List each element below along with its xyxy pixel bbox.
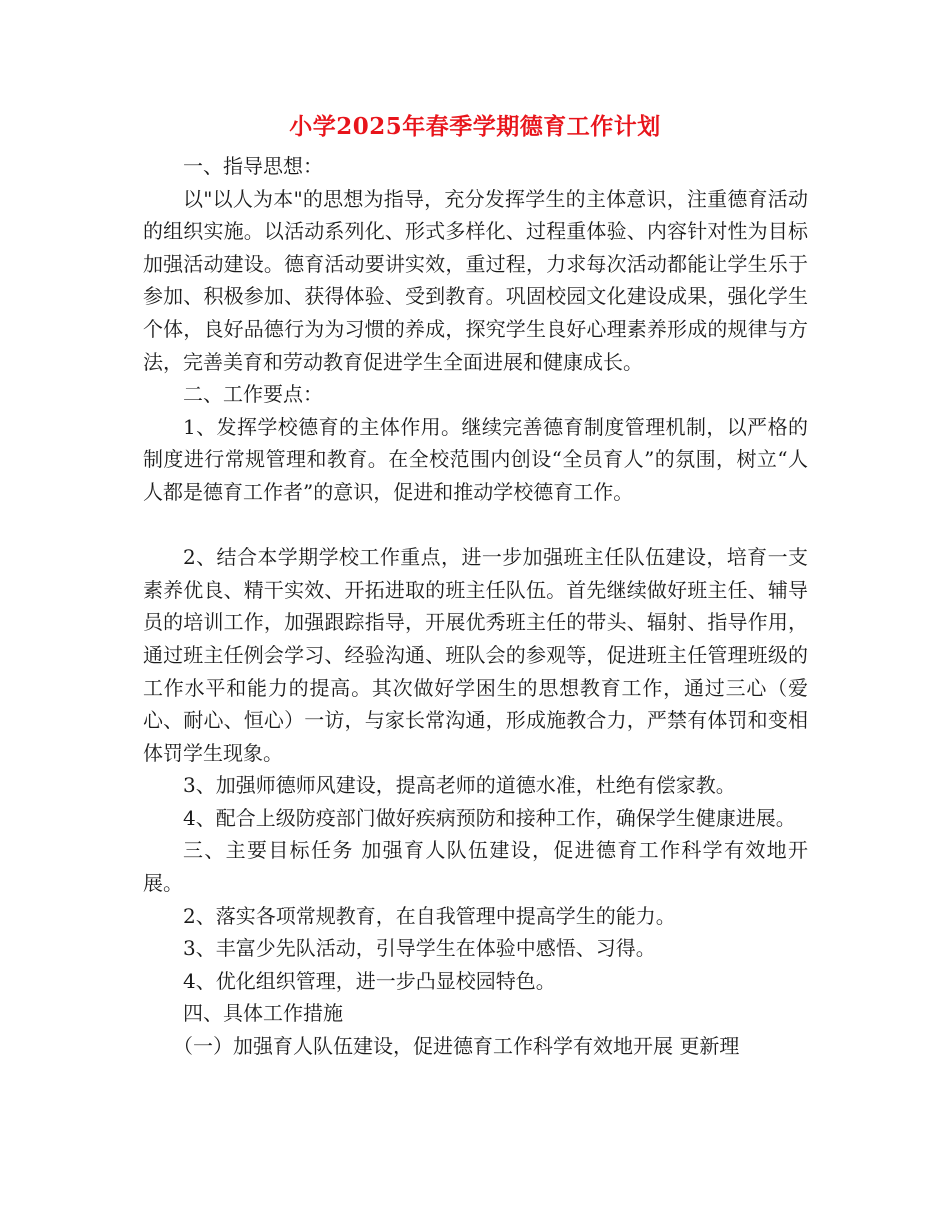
document-title: 小学2025年春季学期德育工作计划 <box>289 113 661 140</box>
document-body <box>143 150 808 1063</box>
paragraph-goal-4: 4、优化组织管理，进一步凸显校园特色。 <box>183 968 556 993</box>
section-heading-guiding-thought: 一、指导思想： <box>183 154 323 178</box>
paragraph-work-point-2: 2、结合本学期学校工作重点，进一步加强班主任队伍建设，培育一支素养优良、精干实效、开拓进取的班主任队伍。首先继续做好班主任、辅导员的培训工作，加强跟踪指导，开展优秀班主任的带头、辐射、指导作用，通过班主任例会学习、经验沟通、班队会的参观等，促进班主任管理班级的工作水平和能力的提高。其次做好学困生的思想教育工作，通过三心（爱心、耐心、恒心）一访，与家长常沟通，形成施教合力，严禁有体罚和变相体罚学生现象。 <box>143 545 808 765</box>
paragraph-measure-1: （一）加强育人队伍建设，促进德育工作科学有效地开展 更新理 <box>173 1034 740 1059</box>
section-heading-measures: 四、具体工作措施 <box>183 1001 343 1026</box>
paragraph-work-point-1: 1、发挥学校德育的主体作用。继续完善德育制度管理机制，以严格的制度进行常规管理和教育。在全校范围内创设“全员育人”的氛围，树立“人人都是德育工作者”的意识，促进和推动学校德育工作。 <box>143 414 808 504</box>
paragraph-goal-3: 3、丰富少先队活动，引导学生在体验中感悟、习得。 <box>183 936 656 961</box>
paragraph-work-point-4: 4、配合上级防疫部门做好疾病预防和接种工作，确保学生健康进展。 <box>183 805 796 830</box>
paragraph-goal-2: 2、落实各项常规教育，在自我管理中提高学生的能力。 <box>183 903 676 928</box>
section-heading-work-points: 二、工作要点： <box>183 382 323 407</box>
section-heading-main-goals: 三、主要目标任务 加强育人队伍建设，促进德育工作科学有效地开展。 <box>143 838 808 896</box>
blank-line <box>143 509 808 542</box>
paragraph-work-point-3: 3、加强师德师风建设，提高老师的道德水准，杜绝有偿家教。 <box>183 773 736 798</box>
paragraph-guiding-thought: 以"以人为本"的思想为指导，充分发挥学生的主体意识，注重德育活动的组织实施。以活动系列化、形式多样化、过程重体验、内容针对性为目标加强活动建设。德育活动要讲实效，重过程，力求每次活动都能让学生乐于参加、积极参加、获得体验、受到教育。巩固校园文化建设成果，强化学生个体，良好品德行为为习惯的养成，探究学生良好心理素养形成的规律与方法，完善美育和劳动教育促进学生全面进展和健康成长。 <box>143 186 808 374</box>
